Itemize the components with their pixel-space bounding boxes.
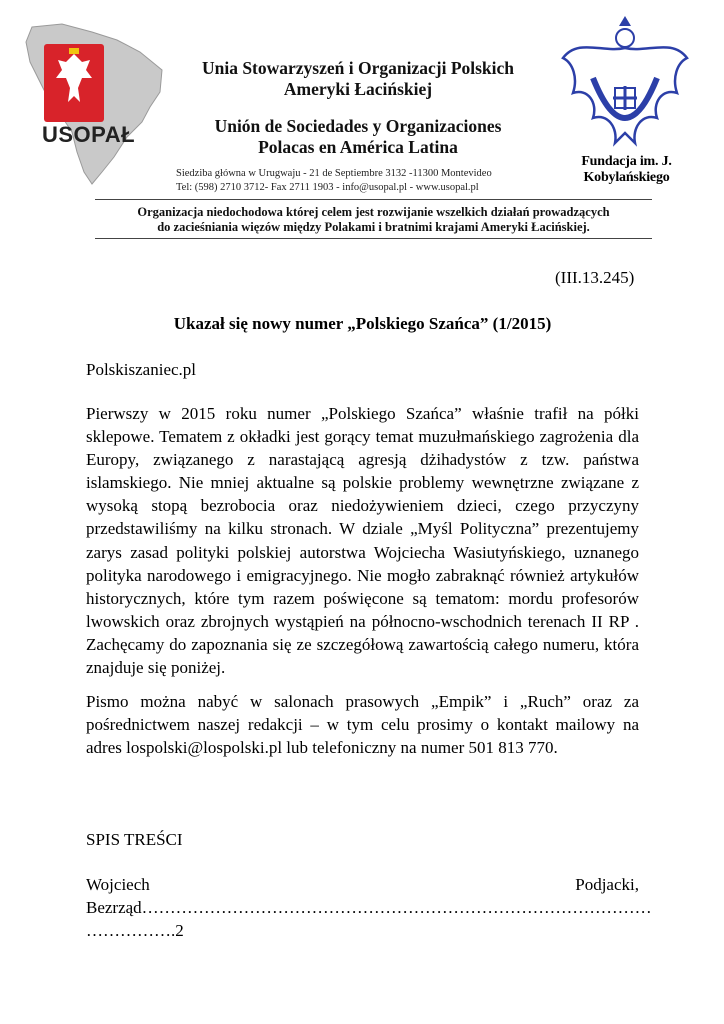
- org-name-polish: Unia Stowarzyszeń i Organizacji Polskich Ameryki Łacińskiej: [201, 58, 515, 99]
- letterhead-rule-top: [95, 199, 652, 200]
- address-line-1: Siedziba główna w Urugwaju - 21 de Septiembre 3132 -11300 Montevideo: [176, 168, 492, 179]
- document-source: Polskiszaniec.pl: [86, 360, 197, 379]
- document-title: Ukazał się nowy numer „Polskiego Szańca” (1/2015): [173, 314, 552, 333]
- toc-heading: SPIS TREŚCI: [86, 830, 183, 849]
- body-paragraph-1: Pierwszy w 2015 roku numer „Polskiego Szańca” właśnie trafił na półki sklepowe. Tematem z okładki jest gorący temat muzułmańskiego zagrożenia dla Europy, związanego z narastającą agresją dżihadystów z tzw. państwa islamskiego. Nie mniej aktualne są polskie problemy wewnętrzne związane z wysoką stopą bezrobocia oraz niedożywieniem dzieci, czego przyczyny przedstawiliśmy na kilku stronach. W dziale „Myśl Polityczna” prezentujemy zarys zasad polityki polskiej autorstwa Wojciecha Wasiutyńskiego, uznanego polityka narodowego i emigracyjnego. Nie mogło zabraknąć również artykułów historycznych, które tym razem poświęcone są tematom: mordu profesorów lwowskich oraz zbrojnych wystąpień na północno-wschodnich terenach II RP . Zachęcamy do zapoznania się ze szczegółową zawartością całego numeru, która znajduje się poniżej.: [86, 404, 639, 678]
- usopal-logo: [22, 22, 167, 187]
- toc-entry-author-first: Wojciech: [86, 875, 150, 894]
- address-line-2: Tel: (598) 2710 3712- Fax 2711 1903 - info@usopal.pl - www.usopal.pl: [176, 182, 479, 193]
- mission-statement: Organizacja niedochodowa której celem jest rozwijanie wszelkich działań prowadzących do zacieśniania więzów między Polakami i bratnimi krajami Ameryki Łacińskiej.: [137, 205, 610, 234]
- toc-entry: [86, 873, 652, 942]
- letterhead-rule-bottom: [95, 238, 652, 239]
- toc-entry-title: Bezrząd………………………………………………………………………………: [86, 898, 652, 918]
- toc-entry-author-last: Podjacki,: [575, 875, 639, 894]
- document-reference: (III.13.245): [555, 268, 635, 287]
- usopal-logo-text: USOPAŁ: [42, 122, 136, 147]
- letterhead: [0, 0, 724, 245]
- toc-entry-page: …………….2: [86, 921, 184, 941]
- org-name-spanish: Unión de Sociedades y Organizaciones Polacas en América Latina: [214, 116, 502, 157]
- body-paragraph-2: Pismo można nabyć w salonach prasowych „Empik” i „Ruch” oraz za pośrednictwem naszej redakcji – w tym celu prosimy o kontakt mailowy na adres lospolski@lospolski.pl lub telefoniczny na numer 501 813 770.: [86, 692, 639, 758]
- foundation-name: Fundacja im. J. Kobylańskiego: [581, 154, 672, 185]
